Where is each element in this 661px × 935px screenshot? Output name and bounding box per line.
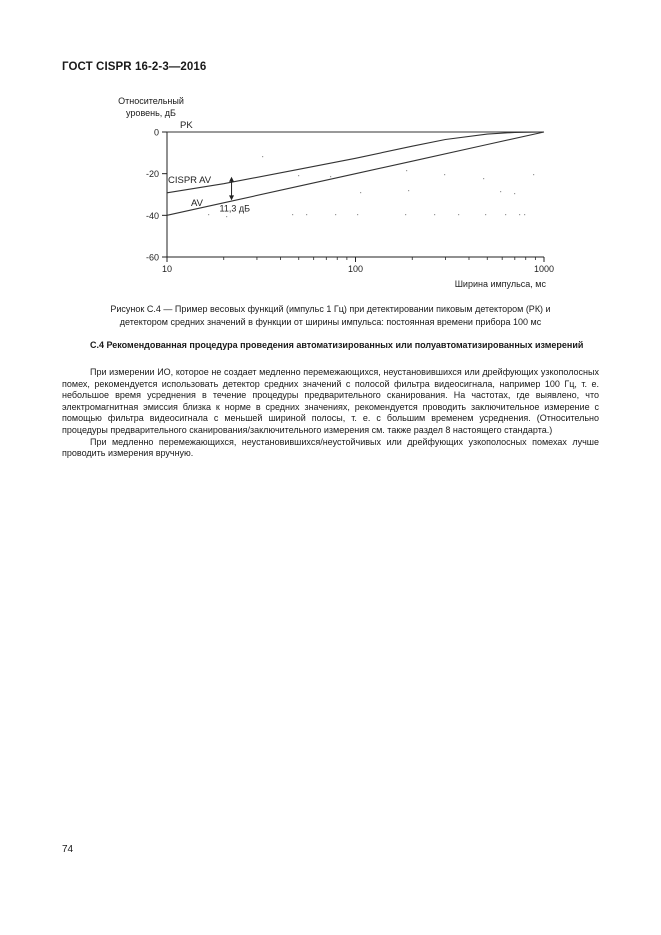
speck bbox=[405, 214, 406, 215]
y-tick-label: -60 bbox=[145, 252, 159, 263]
series-label-pk: PK bbox=[180, 120, 193, 131]
speck bbox=[505, 214, 506, 215]
speck bbox=[434, 214, 435, 215]
annotation-arrow-head-up bbox=[229, 177, 234, 182]
section-body bbox=[62, 367, 599, 460]
speck bbox=[444, 174, 445, 175]
annotation-arrow-head-down bbox=[229, 195, 234, 200]
x-axis-label: Ширина импульса, мс bbox=[454, 279, 546, 289]
scan-speckle bbox=[208, 156, 534, 217]
page-number: 74 bbox=[62, 844, 74, 855]
speck bbox=[533, 174, 534, 175]
speck bbox=[514, 193, 515, 194]
series-line-cispr-av bbox=[167, 132, 544, 193]
speck bbox=[357, 214, 358, 215]
document-header: ГОСТ CISPR 16-2-3—2016 bbox=[62, 61, 207, 73]
paragraph-1: При измерении ИО, которое не создает медленно перемежающихся, неустановившихся или дрейфующих узкополосных помех, рекомендуется использовать детектор средних значений с полосой фильтра видеосигнала, например 100 Гц, т. е. небольшое время усреднения в течение процедуры предварительного сканирования. На частотах, где выявлено, что электромагнитная эмиссия близка к норме в средних значениях, рекомендуется проводить заключительное измерение с помощью фильтра видеосигнала с меньшей шириной полосы, т. е. с большим временем усреднения. (Относительно процедуры предварительного сканирования/заключительного измерения см. также раздел 8 настоящего стандарта.) bbox=[62, 367, 599, 435]
speck bbox=[500, 191, 501, 192]
speck bbox=[406, 170, 407, 171]
speck bbox=[524, 214, 525, 215]
annotation-label: 11,3 дБ bbox=[219, 203, 251, 214]
speck bbox=[335, 214, 336, 215]
section-heading: С.4 Рекомендованная процедура проведения автоматизированных или полуавтоматизированных измерений bbox=[90, 340, 584, 350]
y-label-line2: уровень, дБ bbox=[126, 108, 176, 118]
series-label-cispr-av: CISPR AV bbox=[168, 175, 212, 186]
speck bbox=[292, 214, 293, 215]
paragraph-2: При медленно перемежающихся, неустановившихся/неустойчивых или дрейфующих узкополосных помехах лучше проводить измерения вручную. bbox=[62, 436, 599, 459]
y-label-line1: Относительный bbox=[118, 96, 184, 106]
speck bbox=[298, 175, 299, 176]
speck bbox=[330, 176, 331, 177]
series-label-av: AV bbox=[191, 198, 203, 209]
speck bbox=[485, 214, 486, 215]
y-tick-label: -20 bbox=[145, 169, 159, 180]
speck bbox=[226, 216, 227, 217]
speck bbox=[458, 214, 459, 215]
caption-line2: детектором средних значений в функции от ширины импульса: постоянная времени прибора 100 мс bbox=[119, 316, 542, 327]
x-tick-label: 10 bbox=[161, 264, 173, 274]
speck bbox=[208, 214, 209, 215]
chart-ticks bbox=[146, 128, 554, 275]
speck bbox=[262, 156, 263, 157]
speck bbox=[360, 192, 361, 193]
y-tick-label: -40 bbox=[145, 210, 159, 221]
weighting-function-chart bbox=[0, 0, 661, 300]
speck bbox=[306, 214, 307, 215]
chart-axes bbox=[167, 132, 544, 257]
x-tick-label: 1000 bbox=[533, 264, 555, 274]
x-tick-label: 100 bbox=[347, 264, 364, 274]
figure-caption bbox=[62, 303, 599, 328]
caption-line1: Рисунок С.4 — Пример весовых функций (импульс 1 Гц) при детектировании пиковым детектором (РК) и bbox=[110, 304, 551, 314]
speck bbox=[519, 214, 520, 215]
speck bbox=[483, 178, 484, 179]
y-tick-label: 0 bbox=[153, 127, 159, 138]
speck bbox=[408, 190, 409, 191]
